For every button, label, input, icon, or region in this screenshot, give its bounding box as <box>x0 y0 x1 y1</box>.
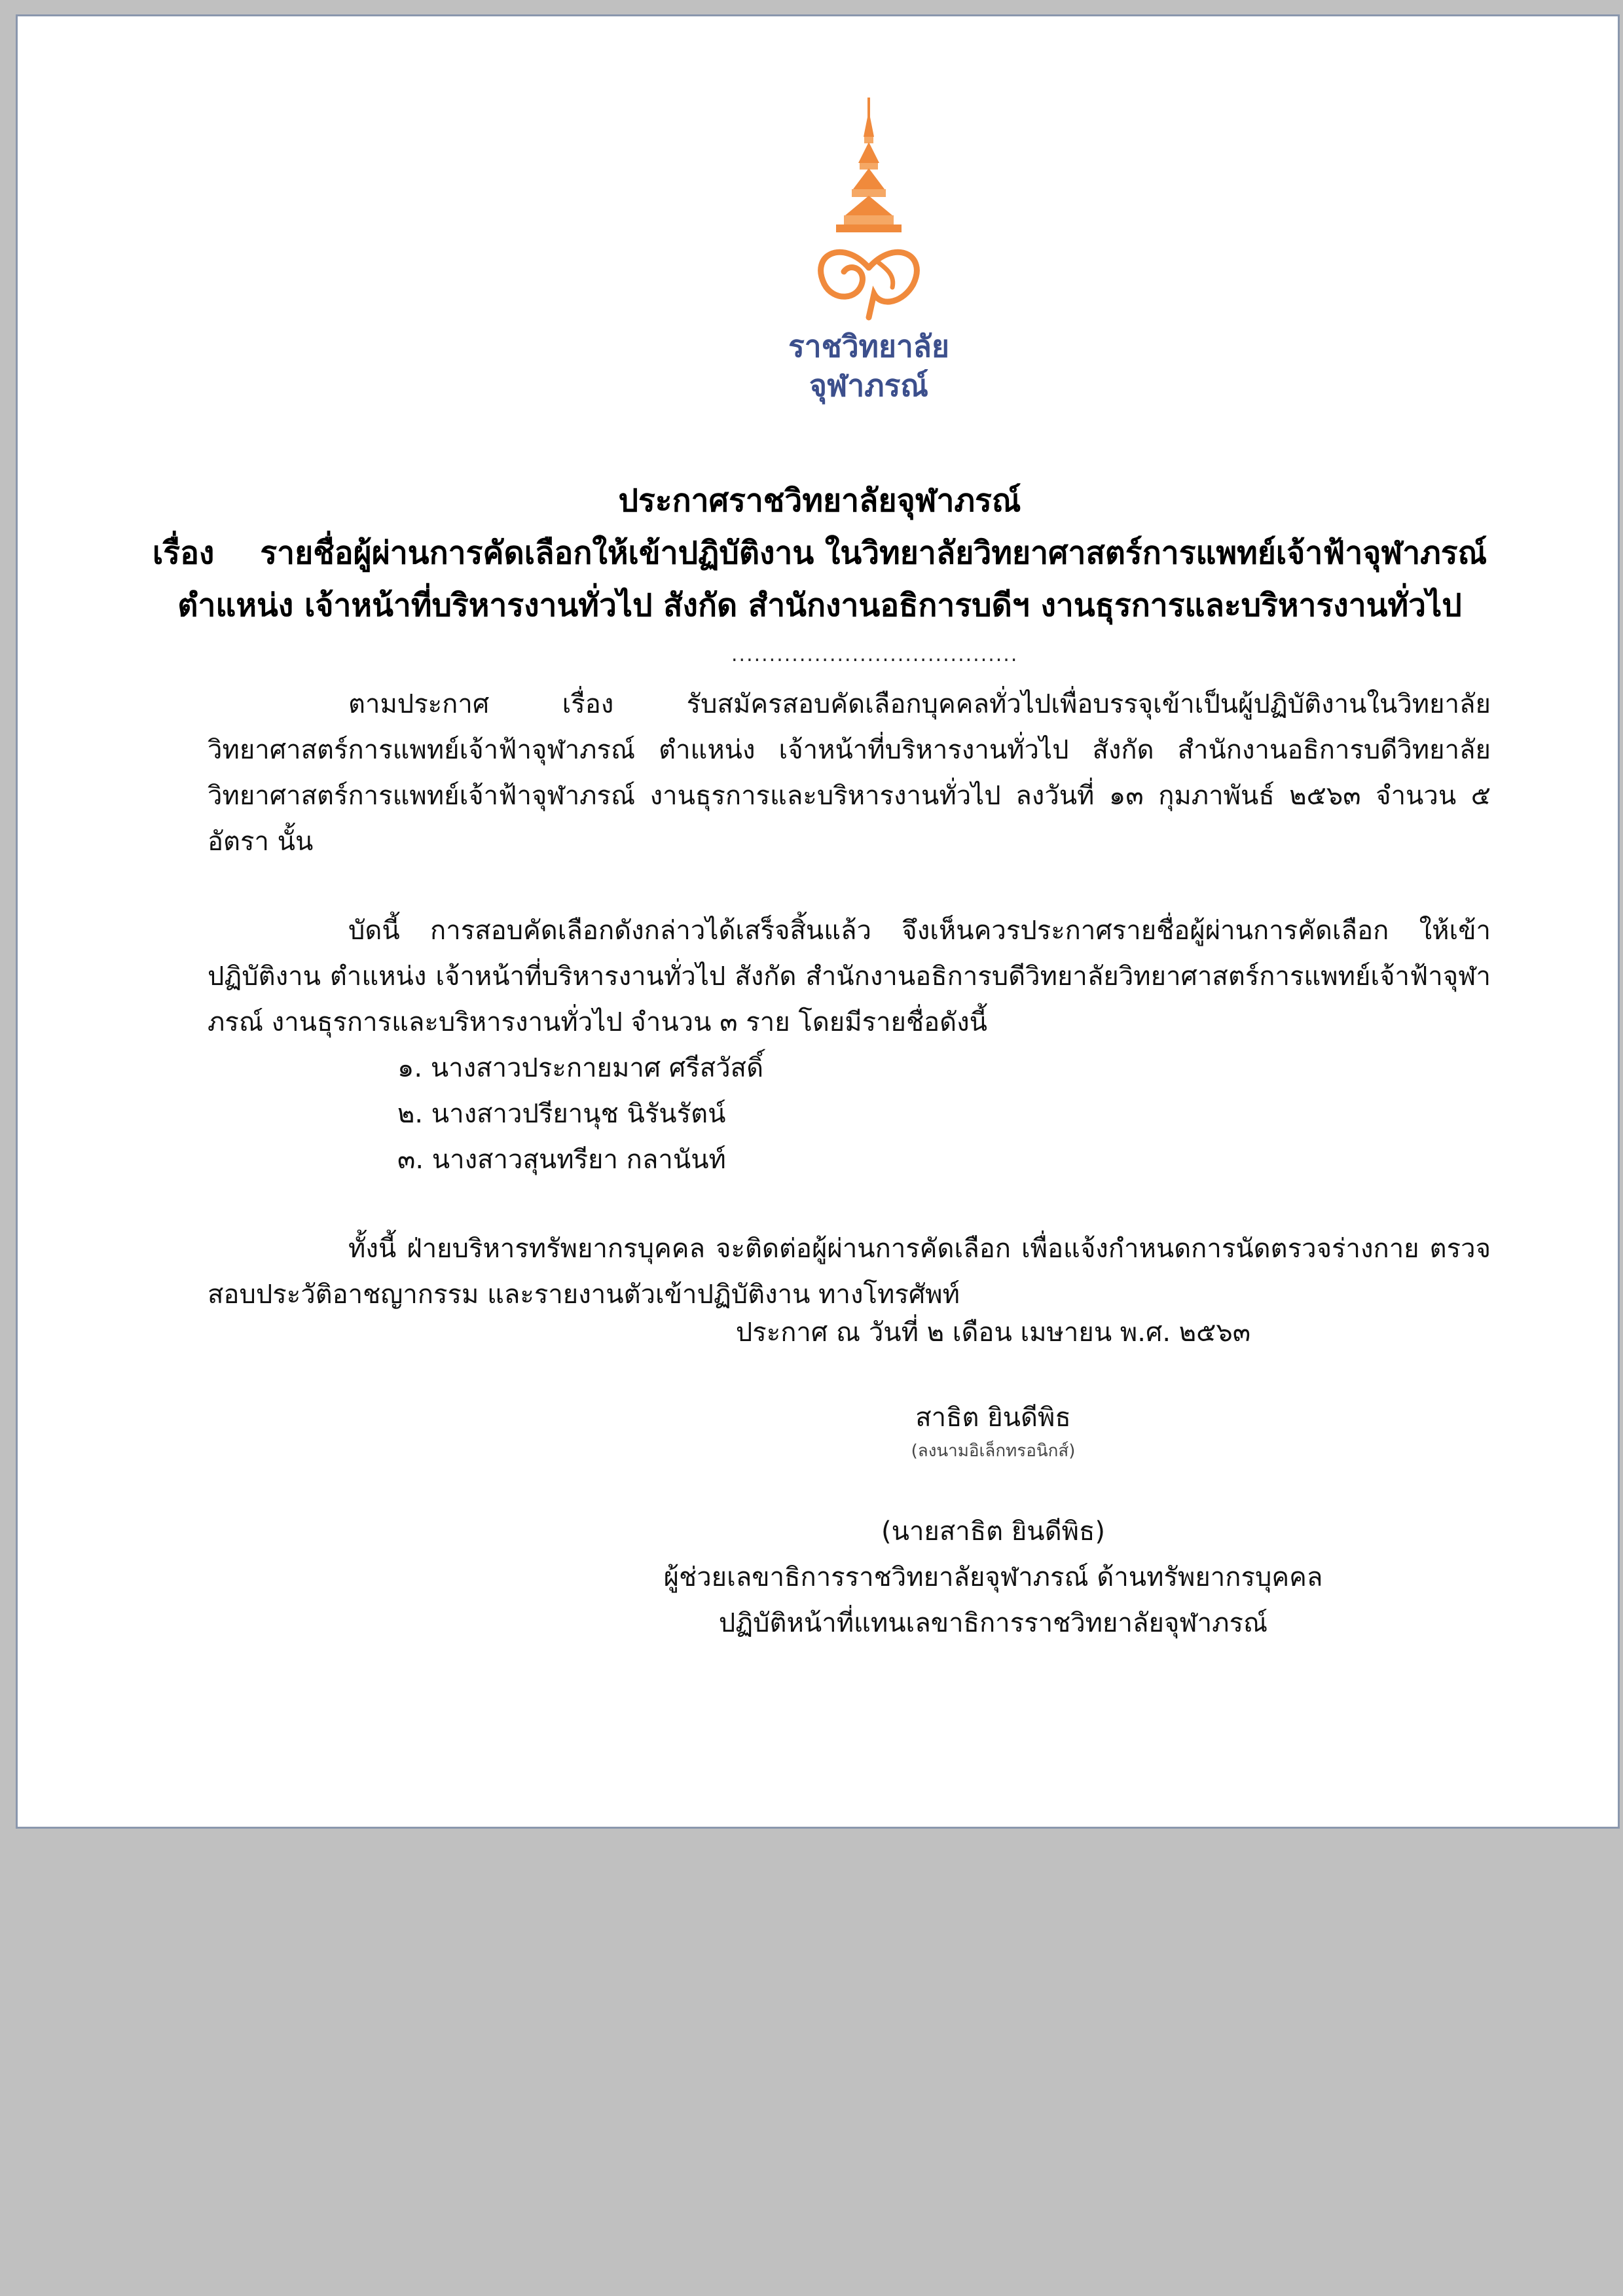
signer-name: (นายสาธิต ยินดีพิธ) <box>881 1516 1105 1547</box>
announcement-body <box>208 681 1491 1318</box>
logo-line-2: จุฬาภรณ์ <box>809 368 928 403</box>
title-line-3: ตำแหน่ง เจ้าหน้าที่บริหารงานทั่วไป สังกัด สำนักงานอธิการบดีฯ งานธุรการและบริหารงานทั่วไป <box>177 587 1462 624</box>
signature-text: สาธิต ยินดีพิธ <box>915 1403 1071 1433</box>
college-logo-text <box>738 327 1000 405</box>
college-emblem-icon <box>790 98 947 327</box>
names-list <box>208 1045 1491 1183</box>
logo-line-1: ราชวิทยาลัย <box>788 329 949 364</box>
announcement-title <box>18 475 1622 632</box>
title-line-1: ประกาศราชวิทยาลัยจุฬาภรณ์ <box>618 482 1021 519</box>
list-item: ๑. นางสาวประกายมาศ ศรีสวัสดิ์ <box>397 1053 764 1083</box>
announcement-date: ประกาศ ณ วันที่ ๒ เดือน เมษายน พ.ศ. ๒๕๖๓ <box>735 1318 1251 1348</box>
paragraph-1: ตามประกาศ เรื่อง รับสมัครสอบคัดเลือกบุคคลทั่วไปเพื่อบรรจุเข้าเป็นผู้ปฏิบัติงานในวิทยาลัยวิทยาศาสตร์การแพทย์เจ้าฟ้าจุฬาภรณ์ ตำแหน่ง เจ้าหน้าที่บริหารงานทั่วไป สังกัด สำนักงานอธิการบดีวิทยาลัยวิทยาศาสตร์การแพทย์เจ้าฟ้าจุฬาภรณ์ งานธุรการและบริหารงานทั่วไป ลงวันที่ ๑๓ กุมภาพันธ์ ๒๕๖๓ จำนวน ๕ อัตรา นั้น <box>208 689 1491 857</box>
list-item: ๓. นางสาวสุนทรียา กลานันท์ <box>397 1145 726 1175</box>
signer-position-1: ผู้ช่วยเลขาธิการราชวิทยาลัยจุฬาภรณ์ ด้านทรัพยากรบุคคล <box>663 1562 1323 1592</box>
paragraph-2: บัดนี้ การสอบคัดเลือกดังกล่าวได้เสร็จสิ้นแล้ว จึงเห็นควรประกาศรายชื่อผู้ผ่านการคัดเลือก ให้เข้าปฏิบัติงาน ตำแหน่ง เจ้าหน้าที่บริหารงานทั่วไป สังกัด สำนักงานอธิการบดีวิทยาลัยวิทยาศาสตร์การแพทย์เจ้าฟ้าจุฬาภรณ์ งานธุรการและบริหารงานทั่วไป จำนวน ๓ ราย โดยมีรายชื่อดังนี้ <box>208 916 1491 1037</box>
subject-label: เรื่อง <box>152 535 215 571</box>
document-page <box>16 14 1620 1829</box>
signature-note: (ลงนามอิเล็กทรอนิกส์) <box>911 1441 1076 1461</box>
subject-text: รายชื่อผู้ผ่านการคัดเลือกให้เข้าปฏิบัติงาน ในวิทยาลัยวิทยาศาสตร์การแพทย์เจ้าฟ้าจุฬาภรณ์ <box>260 535 1487 571</box>
divider-dots: ...................................... <box>731 643 1019 666</box>
list-item: ๒. นางสาวปรียานุช นิรันรัตน์ <box>397 1099 726 1129</box>
paragraph-3: ทั้งนี้ ฝ่ายบริหารทรัพยากรบุคคล จะติดต่อผู้ผ่านการคัดเลือก เพื่อแจ้งกำหนดการนัดตรวจร่างกาย ตรวจสอบประวัติอาชญากรรม และรายงานตัวเข้าปฏิบัติงาน ทางโทรศัพท์ <box>208 1234 1491 1310</box>
title-line-2 <box>18 527 1622 579</box>
signer-position-2: ปฏิบัติหน้าที่แทนเลขาธิการราชวิทยาลัยจุฬาภรณ์ <box>718 1608 1268 1638</box>
